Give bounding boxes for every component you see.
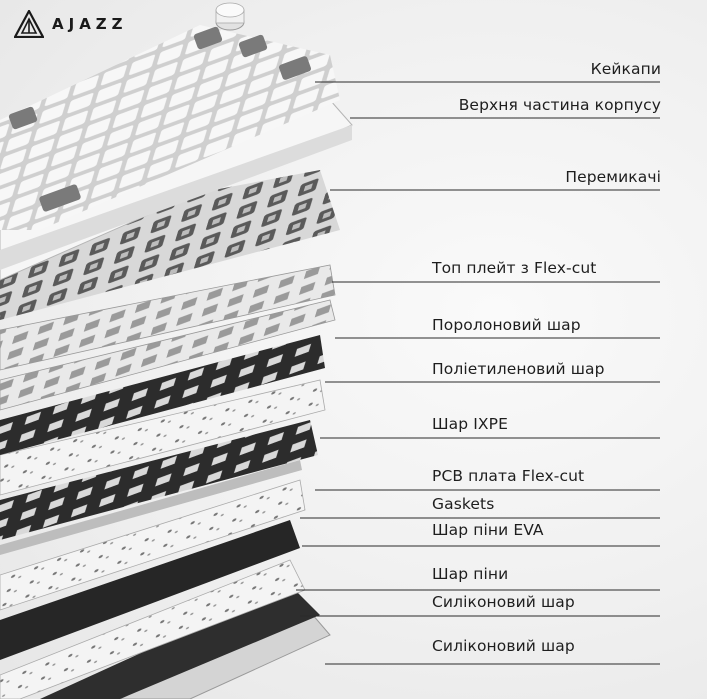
brand-logo (14, 10, 128, 38)
label-pe-layer: Поліетиленовий шар (432, 360, 605, 378)
label-ixpe-layer: Шар IXPE (432, 415, 508, 433)
label-top-case: Верхня частина корпусу (458, 96, 661, 114)
label-top-plate: Топ плейт з Flex-cut (432, 259, 597, 277)
label-switches: Перемикачі (565, 168, 661, 186)
ajazz-logo-icon (14, 10, 44, 38)
label-pcb: PCB плата Flex-cut (432, 467, 585, 485)
label-eva-foam: Шар піни EVA (432, 521, 544, 539)
label-keycaps: Кейкапи (590, 60, 661, 78)
label-silicone-2: Силіконовий шар (432, 637, 575, 655)
label-gaskets: Gaskets (432, 495, 495, 513)
label-foam-layer: Поролоновий шар (432, 316, 581, 334)
label-silicone-1: Силіконовий шар (432, 593, 575, 611)
brand-name: AJAZZ (52, 15, 128, 33)
label-foam: Шар піни (432, 565, 509, 583)
